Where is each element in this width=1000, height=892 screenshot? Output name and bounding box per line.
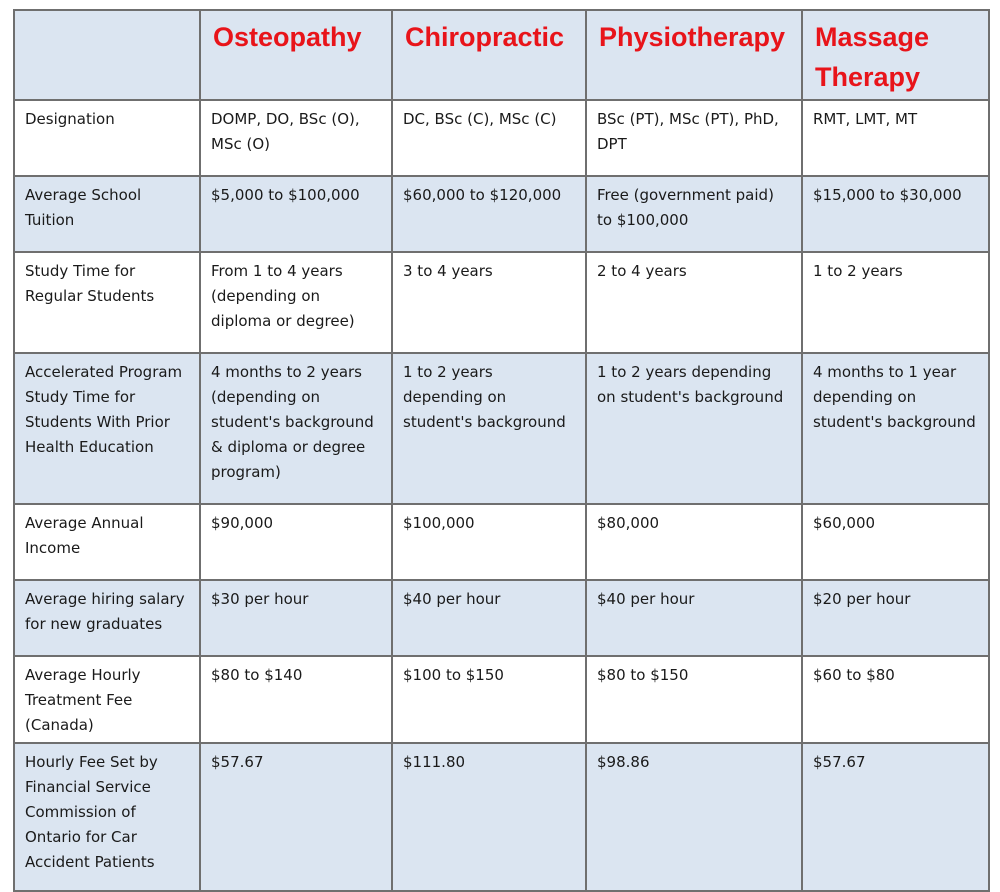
- table-cell: $60 to $80: [802, 656, 989, 743]
- row-label: Hourly Fee Set by Financial Service Commission of Ontario for Car Accident Patients: [14, 743, 200, 891]
- row-label: Average School Tuition: [14, 176, 200, 252]
- table-cell: $40 per hour: [586, 580, 802, 656]
- table-cell: 4 months to 1 year depending on student's background: [802, 353, 989, 504]
- table-cell: 1 to 2 years depending on student's background: [586, 353, 802, 504]
- table-row: [14, 252, 989, 353]
- row-label: Designation: [14, 100, 200, 176]
- row-label: Average Hourly Treatment Fee (Canada): [14, 656, 200, 743]
- table-cell: $80 to $140: [200, 656, 392, 743]
- table-cell: 4 months to 2 years (depending on student's background & diploma or degree program): [200, 353, 392, 504]
- table-cell: $60,000: [802, 504, 989, 580]
- table-cell: $40 per hour: [392, 580, 586, 656]
- table-cell: DC, BSc (C), MSc (C): [392, 100, 586, 176]
- column-header-massage-therapy: Massage Therapy: [802, 10, 989, 100]
- table-cell: $98.86: [586, 743, 802, 891]
- table-cell: $90,000: [200, 504, 392, 580]
- table-row: [14, 176, 989, 252]
- table-cell: DOMP, DO, BSc (O), MSc (O): [200, 100, 392, 176]
- table-row: [14, 743, 989, 891]
- table-row: [14, 504, 989, 580]
- table-cell: $30 per hour: [200, 580, 392, 656]
- column-header-osteopathy: Osteopathy: [200, 10, 392, 100]
- table-cell: Free (government paid) to $100,000: [586, 176, 802, 252]
- table-cell: $57.67: [200, 743, 392, 891]
- corner-cell: [14, 10, 200, 100]
- table-cell: $80 to $150: [586, 656, 802, 743]
- table-row: [14, 580, 989, 656]
- table-cell: 2 to 4 years: [586, 252, 802, 353]
- row-label: Average hiring salary for new graduates: [14, 580, 200, 656]
- table-row: [14, 656, 989, 743]
- column-header-chiropractic: Chiropractic: [392, 10, 586, 100]
- column-header-physiotherapy: Physiotherapy: [586, 10, 802, 100]
- table-cell: BSc (PT), MSc (PT), PhD, DPT: [586, 100, 802, 176]
- table-cell: $5,000 to $100,000: [200, 176, 392, 252]
- table-cell: $100 to $150: [392, 656, 586, 743]
- header-row: [14, 10, 989, 100]
- row-label: Average Annual Income: [14, 504, 200, 580]
- table-cell: 3 to 4 years: [392, 252, 586, 353]
- table-row: [14, 353, 989, 504]
- table-cell: $100,000: [392, 504, 586, 580]
- table-cell: 1 to 2 years: [802, 252, 989, 353]
- table-cell: $20 per hour: [802, 580, 989, 656]
- table-cell: $15,000 to $30,000: [802, 176, 989, 252]
- table-cell: RMT, LMT, MT: [802, 100, 989, 176]
- table-row: [14, 100, 989, 176]
- table-cell: $111.80: [392, 743, 586, 891]
- row-label: Accelerated Program Study Time for Students With Prior Health Education: [14, 353, 200, 504]
- table-cell: $57.67: [802, 743, 989, 891]
- table-cell: $60,000 to $120,000: [392, 176, 586, 252]
- row-label: Study Time for Regular Students: [14, 252, 200, 353]
- table-cell: $80,000: [586, 504, 802, 580]
- table-cell: 1 to 2 years depending on student's background: [392, 353, 586, 504]
- comparison-table: [13, 9, 990, 892]
- table-cell: From 1 to 4 years (depending on diploma or degree): [200, 252, 392, 353]
